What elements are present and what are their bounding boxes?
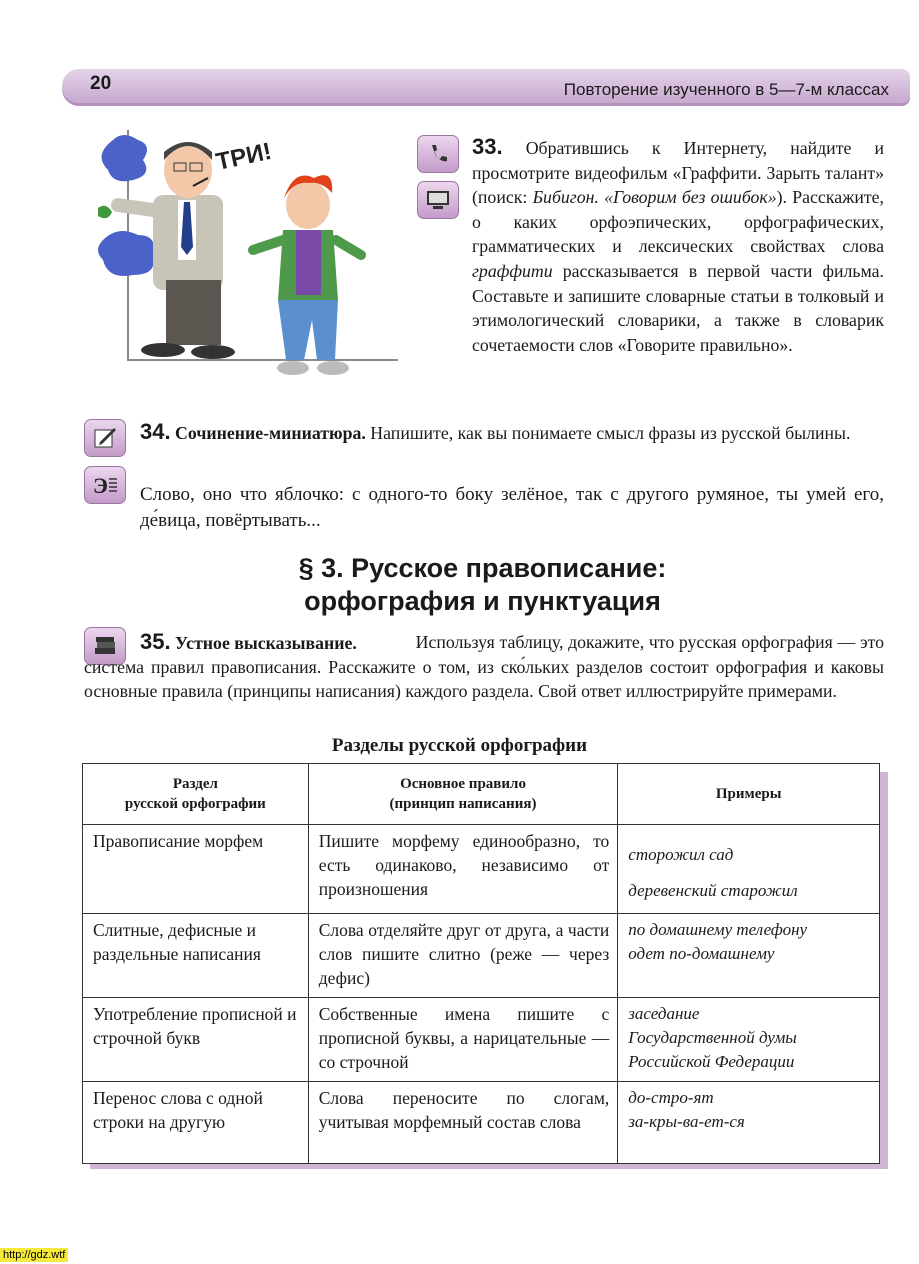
example-line: до-стро-ят	[628, 1088, 714, 1107]
orthography-table	[82, 763, 880, 1164]
page-number: 20	[90, 73, 112, 94]
example-line: по домашнему телефону	[628, 920, 808, 939]
header-examples: Примеры	[618, 764, 880, 825]
exercise-text: Напишите, как вы понимаете смысл фразы из русской былины.	[365, 423, 851, 443]
exercise-text: рассказывается в первой части фильма. Составьте и запишите словарные статьи в толковый и этимологический словарики, а также в словарик сочетаемости слов «Говорите правильно».	[472, 260, 884, 355]
cell-section: Употребление прописной и строчной букв	[83, 998, 309, 1082]
cell-rule: Собственные имена пишите с прописной буквы, а нарицательные — со строчной	[308, 998, 618, 1082]
exercise-number: 34.	[140, 419, 171, 444]
cell-examples	[618, 825, 880, 914]
cell-examples	[618, 1082, 880, 1164]
example-line: Государственной думы Российской Федерации	[628, 1028, 797, 1071]
example-line: сторожил сад	[628, 845, 734, 864]
phone-icon	[417, 135, 459, 173]
quote-text: Слово, оно что яблочко: с одного-то боку зелёное, так с другого румяное, ты умей его, де́вица, повёртывать...	[140, 484, 884, 531]
cell-rule: Слова отделяйте друг от друга, а части слов пишите слитно (реже — через дефис)	[308, 914, 618, 998]
exercise-label: Сочинение-миниатюра.	[175, 423, 366, 443]
bylina-quote	[140, 482, 884, 534]
literature-icon	[84, 466, 126, 504]
example-line: за-кры-ва-ет-ся	[628, 1112, 745, 1131]
cell-section: Перенос слова с одной строки на другую	[83, 1082, 309, 1164]
section-title	[150, 552, 815, 618]
watermark: http://gdz.wtf	[0, 1248, 68, 1262]
table-title: Разделы русской орфографии	[331, 735, 588, 756]
speech-bubble-text: ТРИ!	[213, 137, 274, 176]
cartoon-illustration	[98, 130, 398, 385]
table-row	[83, 825, 880, 914]
section-title-line: орфография и пунктуация	[304, 586, 661, 616]
cell-examples	[618, 914, 880, 998]
table-header-row	[83, 764, 880, 825]
pencil-notebook-icon	[84, 419, 126, 457]
exercise-number: 35.	[140, 629, 171, 654]
exercise-label: Устное высказывание.	[175, 633, 357, 653]
example-line: деревенский старожил	[628, 881, 798, 900]
exercise-34	[140, 420, 884, 446]
highlighted-word: граффити	[472, 260, 553, 281]
cell-section: Правописание морфем	[83, 825, 309, 914]
exercise-number: 33.	[472, 134, 503, 159]
exercise-33	[472, 135, 884, 357]
table-row	[83, 1082, 880, 1164]
header-section: Раздел русской орфографии	[83, 764, 309, 825]
computer-icon	[417, 181, 459, 219]
table-row	[83, 998, 880, 1082]
exercise-text: ). Расскажите, о каких орфоэпических, орфографических, грамматических и лексических свойствах слова	[472, 187, 884, 257]
running-title: Повторение изученного в 5—7-м классах	[563, 80, 889, 99]
cell-rule: Пишите морфему единообразно, то есть одинаково, независимо от произношения	[308, 825, 618, 914]
cell-examples	[618, 998, 880, 1082]
exercise-35-text	[84, 630, 884, 704]
cell-rule: Слова переносите по слогам, учитывая морфемный состав слова	[308, 1082, 618, 1164]
table-row	[83, 914, 880, 998]
svg-text:Э: Э	[93, 473, 108, 497]
example-line: заседание	[628, 1004, 700, 1023]
search-query: Бибигон. «Говорим без ошибок»	[532, 187, 777, 208]
example-line: одет по-домашнему	[628, 944, 775, 963]
header-rule: Основное правило (принцип написания)	[308, 764, 618, 825]
exercise-text: Используя таблицу, докажите, что русская орфография — это система правил правописания. Расскажите о том, из ско́льких разделов состоит орфография и каковы основные правила (принципы написания) каждого раздела. Свой ответ иллюстрируйте примерами.	[84, 632, 884, 702]
cell-section: Слитные, дефисные и раздельные написания	[83, 914, 309, 998]
exercise-text: Обратившись к Интернету, найдите и просмотрите видеофильм «Граффити. Зарыть талант» (поиск:	[472, 138, 884, 208]
section-title-line: § 3. Русское правописание:	[298, 553, 667, 583]
